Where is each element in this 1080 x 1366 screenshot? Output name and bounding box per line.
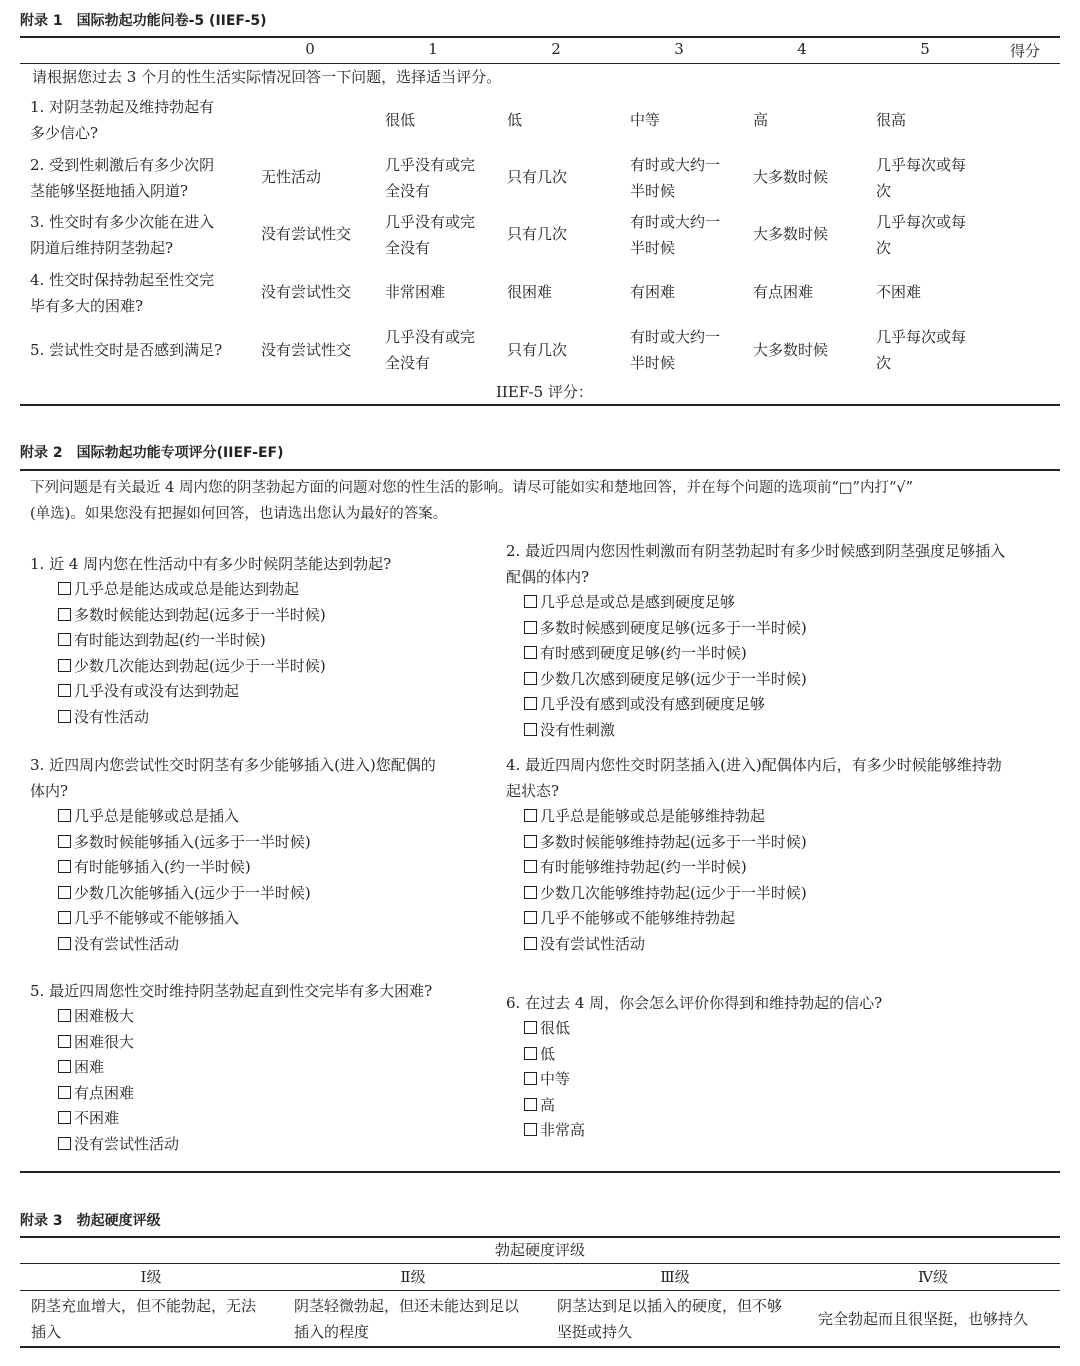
score-header-1: 1 [428,40,438,58]
option[interactable]: 没有尝试性活动 [30,1132,490,1158]
option-cell: 很低 [385,111,416,129]
question-block-4: 4. 最近四周内您性交时阴茎插入(进入)配偶体内后，有多少时候能够维持勃 起状态? 几乎总是能够或总是能够维持勃起 多数时候能够维持勃起(远多于一半时候) 有时能够维持勃起(约一半时候) 少数几次能够维持勃起(远少于一半时候) 几乎不能够或不能够维持勃起 没有尝试性活动 [506,752,1056,958]
option[interactable]: 几乎总是能够或总是能够维持勃起 [506,804,1056,830]
option[interactable]: 没有尝试性活动 [30,932,490,958]
option[interactable]: 不困难 [30,1106,490,1132]
checkbox[interactable] [58,835,71,848]
score-header-3: 3 [674,40,684,58]
option[interactable]: 多数时候能够插入(远多于一半时候) [30,830,490,856]
option-cell: 只有几次 [507,341,568,359]
score-label: IIEF-5 评分： [496,383,593,401]
option-cell: 大多数时候 [753,225,829,243]
question-block-2: 2. 最近四周内您因性刺激而有阴茎勃起时有多少时候感到阴茎强度足够插入 配偶的体内? 几乎总是或总是感到硬度足够 多数时候感到硬度足够(远多于一半时候) 有时感到硬度足够(约一半时候) 少数几次感到硬度足够(远少于一半时候) 几乎没有感到或没有感到硬度足够 没有性刺激 [506,538,1056,744]
checkbox[interactable] [524,886,537,899]
score-header-4: 4 [797,40,807,58]
option[interactable]: 少数几次能达到勃起(远少于一半时候) [30,654,490,680]
question-block-5: 5. 最近四周您性交时维持阴茎勃起直到性交完毕有多大困难? 困难极大 困难很大 困难 有点困难 不困难 没有尝试性活动 [30,978,490,1158]
divider [20,1346,1060,1348]
question-block-1: 1. 近 4 周内您在性活动中有多少时候阴茎能达到勃起? 几乎总是能达成或总是能达到勃起 多数时候能达到勃起(远多于一半时候) 有时能达到勃起(约一半时候) 少数几次能达到勃起(远少于一半时候) 几乎没有或没有达到勃起 没有性活动 [30,551,490,731]
option[interactable]: 几乎不能够或不能够维持勃起 [506,906,1056,932]
checkbox[interactable] [524,697,537,710]
checkbox[interactable] [58,608,71,621]
grade-2-description: 阴茎轻微勃起，但还未能达到足以 插入的程度 [294,1297,520,1341]
option[interactable]: 有时能够插入(约一半时候) [30,855,490,881]
checkbox[interactable] [524,672,537,685]
checkbox[interactable] [524,595,537,608]
divider [20,469,1060,471]
score-header-0: 0 [305,40,315,58]
checkbox[interactable] [58,937,71,950]
option-cell: 无性活动 [261,168,322,186]
option-cell: 几乎没有或完 全没有 [385,328,476,372]
checkbox[interactable] [58,1111,71,1124]
option[interactable]: 困难很大 [30,1030,490,1056]
table-title: 勃起硬度评级 [494,1241,585,1259]
option[interactable]: 有点困难 [30,1081,490,1107]
checkbox[interactable] [58,886,71,899]
checkbox[interactable] [524,723,537,736]
checkbox[interactable] [58,684,71,697]
score-header-total: 得分 [1009,42,1040,60]
checkbox[interactable] [58,1060,71,1073]
option[interactable]: 困难 [30,1055,490,1081]
checkbox[interactable] [524,809,537,822]
option[interactable]: 没有性活动 [30,705,490,731]
option[interactable]: 没有性刺激 [506,718,1056,744]
checkbox[interactable] [58,1009,71,1022]
option[interactable]: 少数几次能够插入(远少于一半时候) [30,881,490,907]
option[interactable]: 几乎总是能达成或总是能达到勃起 [30,577,490,603]
divider [20,404,1060,406]
option[interactable]: 有时能达到勃起(约一半时候) [30,628,490,654]
option-cell: 非常困难 [385,283,446,301]
checkbox[interactable] [58,659,71,672]
option[interactable]: 多数时候感到硬度足够(远多于一半时候) [506,616,1056,642]
checkbox[interactable] [58,582,71,595]
option-cell: 有点困难 [753,283,814,301]
appendix3-title: 附录 3 勃起硬度评级 [20,1213,161,1229]
grade-header-2: Ⅱ级 [400,1268,426,1286]
option[interactable]: 没有尝试性活动 [506,932,1056,958]
grade-3-description: 阴茎达到足以插入的硬度，但不够 坚挺或持久 [557,1297,783,1341]
question-5: 5. 尝试性交时是否感到满足? [30,341,223,359]
option[interactable]: 少数几次感到硬度足够(远少于一半时候) [506,667,1056,693]
option[interactable]: 非常高 [506,1118,1056,1144]
checkbox[interactable] [58,1035,71,1048]
option-cell: 低 [507,111,523,129]
checkbox[interactable] [524,1072,537,1085]
option[interactable]: 很低 [506,1016,1056,1042]
option[interactable]: 低 [506,1042,1056,1068]
divider [20,1290,1060,1291]
checkbox[interactable] [58,1086,71,1099]
checkbox[interactable] [58,710,71,723]
checkbox[interactable] [58,809,71,822]
instruction: 请根据您过去 3 个月的性生活实际情况回答一下问题，选择适当评分。 [32,68,502,86]
option[interactable]: 几乎总是能够或总是插入 [30,804,490,830]
option-cell: 没有尝试性交 [261,283,352,301]
appendix1-title: 附录 1 国际勃起功能问卷-5 (IIEF-5) [20,13,267,29]
option[interactable]: 有时能够维持勃起(约一半时候) [506,855,1056,881]
option[interactable]: 高 [506,1093,1056,1119]
option[interactable]: 几乎没有或没有达到勃起 [30,679,490,705]
option-cell: 大多数时候 [753,341,829,359]
checkbox[interactable] [524,937,537,950]
option[interactable]: 困难极大 [30,1004,490,1030]
option-cell: 有时或大约一 半时候 [630,156,721,200]
option[interactable]: 多数时候能达到勃起(远多于一半时候) [30,603,490,629]
question-1: 1. 对阴茎勃起及维持勃起有 多少信心? [30,98,215,142]
grade-4-description: 完全勃起而且很坚挺，也够持久 [818,1310,1029,1328]
option-cell: 高 [753,111,769,129]
option[interactable]: 中等 [506,1067,1056,1093]
option-cell: 很困难 [507,283,553,301]
option-cell: 没有尝试性交 [261,341,352,359]
grade-1-description: 阴茎充血增大，但不能勃起，无法 插入 [31,1297,257,1341]
grade-header-3: Ⅲ级 [660,1268,690,1286]
checkbox[interactable] [524,1047,537,1060]
option-cell: 很高 [876,111,907,129]
score-header-5: 5 [920,40,930,58]
option-cell: 没有尝试性交 [261,225,352,243]
option-cell: 几乎每次或每 次 [876,156,967,200]
checkbox[interactable] [524,860,537,873]
checkbox[interactable] [524,1123,537,1136]
divider [20,36,1060,38]
option[interactable]: 多数时候能够维持勃起(远多于一半时候) [506,830,1056,856]
question-4: 4. 性交时保持勃起至性交完 毕有多大的困难? [30,271,215,315]
score-header-2: 2 [551,40,561,58]
checkbox[interactable] [524,621,537,634]
grade-header-4: Ⅳ级 [918,1268,948,1286]
checkbox[interactable] [58,911,71,924]
checkbox[interactable] [58,1137,71,1150]
checkbox[interactable] [58,633,71,646]
option-cell: 有时或大约一 半时候 [630,328,721,372]
question-3: 3. 性交时有多少次能在进入 阴道后维持阴茎勃起? [30,213,215,257]
option-cell: 几乎每次或每 次 [876,328,967,372]
option-cell: 有困难 [630,283,676,301]
option-cell: 只有几次 [507,225,568,243]
divider [20,1171,1060,1173]
option-cell: 大多数时候 [753,168,829,186]
checkbox[interactable] [524,911,537,924]
option[interactable]: 几乎不能够或不能够插入 [30,906,490,932]
instructions: 下列问题是有关最近 4 周内您的阴茎勃起方面的问题对您的性生活的影响。请尽可能如实和楚地回答，并在每个问题的选项前“□”内打“√” (单选)。如果您没有把握如何回答，也请选出您认为最好的答案。 [30,480,914,522]
option[interactable]: 几乎总是或总是感到硬度足够 [506,590,1056,616]
question-block-3: 3. 近四周内您尝试性交时阴茎有多少能够插入(进入)您配偶的 体内? 几乎总是能够或总是插入 多数时候能够插入(远多于一半时候) 有时能够插入(约一半时候) 少数几次能够插入(远少于一半时候) 几乎不能够或不能够插入 没有尝试性活动 [30,752,490,958]
checkbox[interactable] [524,1098,537,1111]
question-2: 2. 受到性刺激后有多少次阴 茎能够坚挺地插入阴道? [30,156,215,200]
option[interactable]: 几乎没有感到或没有感到硬度足够 [506,692,1056,718]
option[interactable]: 有时感到硬度足够(约一半时候) [506,641,1056,667]
grade-header-1: Ⅰ级 [140,1268,162,1286]
option-cell: 几乎每次或每 次 [876,213,967,257]
option-cell: 只有几次 [507,168,568,186]
option[interactable]: 少数几次能够维持勃起(远少于一半时候) [506,881,1056,907]
option-cell: 不困难 [876,283,922,301]
checkbox[interactable] [524,835,537,848]
option-cell: 中等 [630,111,661,129]
appendix2-title: 附录 2 国际勃起功能专项评分(IIEF-EF) [20,445,284,461]
question-block-6: 6. 在过去 4 周，你会怎么评价你得到和维持勃起的信心? 很低 低 中等 高 非常高 [506,990,1056,1144]
checkbox[interactable] [58,860,71,873]
checkbox[interactable] [524,646,537,659]
option-cell: 有时或大约一 半时候 [630,213,721,257]
checkbox[interactable] [524,1021,537,1034]
option-cell: 几乎没有或完 全没有 [385,156,476,200]
option-cell: 几乎没有或完 全没有 [385,213,476,257]
